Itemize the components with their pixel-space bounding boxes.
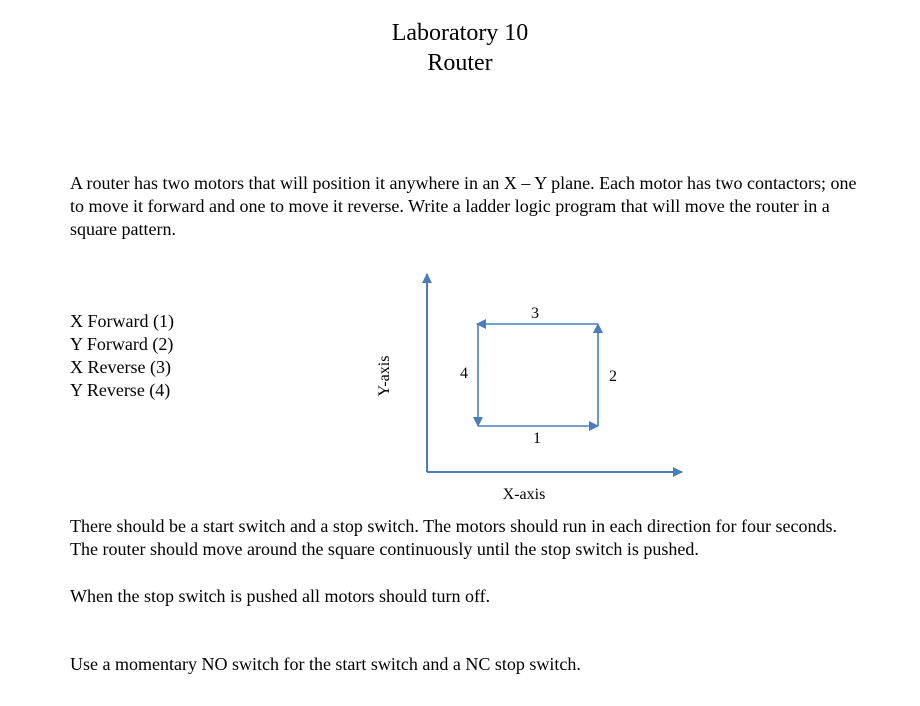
switch-type-requirement: Use a momentary NO switch for the start switch and a NC stop switch.: [70, 654, 581, 674]
direction-legend: [70, 310, 174, 402]
segment-label-top: 3: [531, 305, 539, 322]
x-axis-label: X-axis: [502, 486, 546, 503]
page-subtitle: Router: [427, 50, 493, 76]
segment-label-right: 2: [609, 368, 617, 385]
stop-requirement: When the stop switch is pushed all motors should turn off.: [70, 586, 491, 606]
legend-item: X Forward (1): [70, 311, 174, 331]
legend-item: Y Forward (2): [70, 334, 174, 354]
legend-item: Y Reverse (4): [70, 380, 171, 400]
legend-item: X Reverse (3): [70, 357, 171, 377]
segment-label-left: 4: [460, 365, 468, 382]
switch-requirements: There should be a start switch and a stop switch. The motors should run in each direction for four seconds. The router should move around the square continuously until the stop switch is pushed.: [70, 516, 837, 559]
y-axis-label: Y-axis: [376, 355, 393, 397]
intro-paragraph: A router has two motors that will position it anywhere in an X – Y plane. Each motor has two contactors; one to move it forward and one to move it reverse. Write a ladder logic program that will move the router in a square pattern.: [70, 173, 857, 239]
page-title: Laboratory 10: [391, 20, 529, 46]
segment-label-bottom: 1: [533, 430, 541, 447]
